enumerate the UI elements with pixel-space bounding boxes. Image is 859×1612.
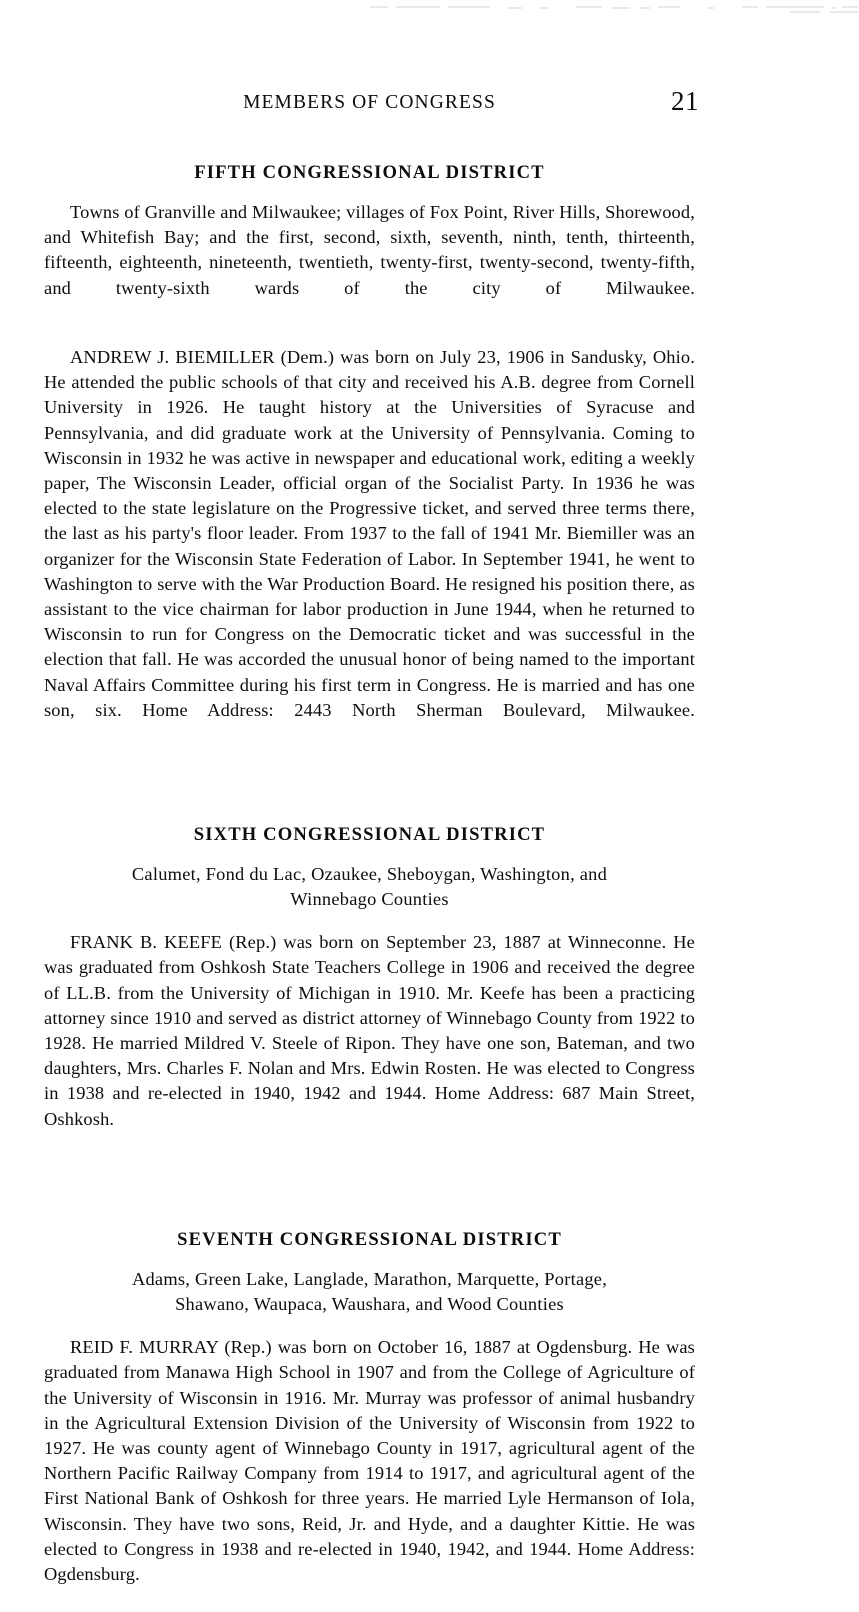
district-territory-fifth: Towns of Granville and Milwaukee; villages of Fox Point, River Hills, Shorewood, and Whitefish Bay; and the first, second, sixth, seventh, ninth, tenth, thirteenth, fifteenth, eighteenth, nineteenth, twentieth, twenty-first, twenty-second, twenty-fifth, and twenty-sixth wards of the city of Milwaukee. — [44, 202, 695, 298]
district-section-sixth — [44, 824, 695, 1157]
district-section-seventh — [44, 1229, 695, 1612]
district-counties-sixth-line-2: Winnebago Counties — [290, 889, 449, 910]
district-title-sixth: SIXTH CONGRESSIONAL DISTRICT — [193, 824, 546, 846]
member-biography-keefe: FRANK B. KEEFE (Rep.) was born on September 23, 1887 at Winneconne. He was graduated from Oshkosh State Teachers College in 1906 and received the degree of LL.B. from the University of Michigan in 1910. Mr. Keefe has been a practicing attorney since 1910 and served as district attorney of Winnebago County from 1922 to 1928. He married Mildred V. Steele of Ripon. They have one son, Bateman, and two daughters, Mrs. Charles F. Nolan and Mrs. Edwin Rosten. He was elected to Congress in 1938 and re-elected in 1940, 1942 and 1944. Home Address: 687 Main Street, Oshkosh. — [44, 932, 695, 1129]
district-section-fifth — [44, 162, 695, 748]
district-title-seventh: SEVENTH CONGRESSIONAL DISTRICT — [177, 1229, 562, 1251]
district-counties-sixth-line-1: Calumet, Fond du Lac, Ozaukee, Sheboygan, Washington, and — [131, 864, 608, 885]
district-counties-seventh-line-1: Adams, Green Lake, Langlade, Marathon, Marquette, Portage, — [131, 1269, 608, 1290]
page-number: 21 — [671, 86, 699, 116]
running-head — [44, 86, 699, 132]
member-biography-murray: REID F. MURRAY (Rep.) was born on October 16, 1887 at Ogdensburg. He was graduated from Manawa High School in 1907 and from the College of Agriculture of the University of Wisconsin in 1916. Mr. Murray was professor of animal husbandry in the Agricultural Extension Division of the University of Wisconsin from 1922 to 1927. He was county agent of Winnebago County in 1917, agricultural agent of the Northern Pacific Railway Company from 1914 to 1917, and agricultural agent of the First National Bank of Oshkosh for three years. He married Lyle Hermanson of Iola, Wisconsin. They have two sons, Reid, Jr. and Hyde, and a daughter Kittie. He was elected to Congress in 1938 and re-elected in 1940, 1942, and 1944. Home Address: Ogdensburg. — [44, 1337, 695, 1584]
running-head-title: MEMBERS OF CONGRESS — [243, 92, 496, 113]
page-body — [44, 0, 699, 1612]
district-counties-seventh-line-2: Shawano, Waupaca, Waushara, and Wood Counties — [175, 1294, 564, 1315]
district-counties-seventh — [44, 1267, 695, 1317]
district-title-fifth: FIFTH CONGRESSIONAL DISTRICT — [194, 162, 545, 183]
member-biography-biemiller: ANDREW J. BIEMILLER (Dem.) was born on July 23, 1906 in Sandusky, Ohio. He attended the public schools of that city and received his A.B. degree from Cornell University in 1926. He taught history at the Universities of Syracuse and Pennsylvania, and did graduate work at the University of Pennsylvania. Coming to Wisconsin in 1932 he was active in newspaper and educational work, editing a weekly paper, The Wisconsin Leader, official organ of the Socialist Party. In 1936 he was elected to the state legislature on the Progressive ticket, and served three terms there, the last as his party's floor leader. From 1937 to the fall of 1941 Mr. Biemiller was an organizer for the Wisconsin State Federation of Labor. In September 1941, he went to Washington to serve with the War Production Board. He resigned his position there, as assistant to the vice chairman for labor production in June 1944, when he returned to Wisconsin to run for Congress on the Democratic ticket and was successful in the election that fall. He was accorded the unusual honor of being named to the important Naval Affairs Committee during his first term in Congress. He is married and has one son, six. Home Address: 2443 North Sherman Boulevard, Milwaukee. — [44, 347, 695, 720]
district-counties-sixth — [44, 862, 695, 912]
